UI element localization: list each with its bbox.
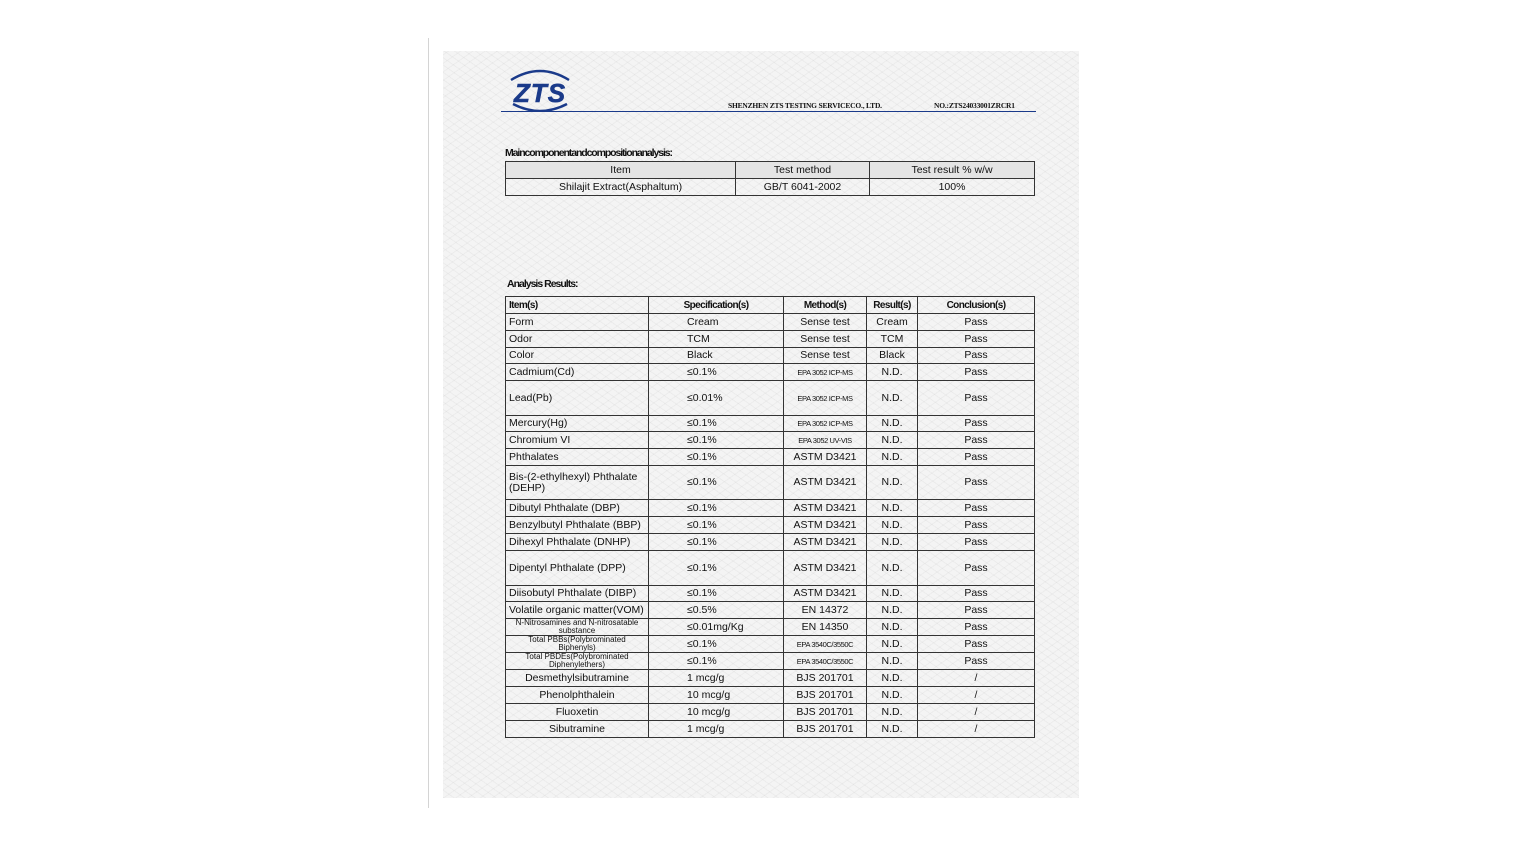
company-name: SHENZHEN ZTS TESTING SERVICECO., LTD. (728, 101, 882, 110)
table-cell: BJS 201701 (784, 687, 867, 704)
table-cell: ≤0.01% (649, 381, 784, 416)
table-cell: Pass (918, 619, 1035, 636)
table-cell: ≤0.1% (649, 432, 784, 449)
table-cell: Black (867, 348, 918, 364)
table-cell: Pass (918, 636, 1035, 653)
table-cell: Sibutramine (506, 721, 649, 738)
table-row (506, 416, 1035, 432)
table-cell: N.D. (867, 381, 918, 416)
table-cell: N.D. (867, 704, 918, 721)
table-cell: Pass (918, 517, 1035, 534)
table-cell: Dibutyl Phthalate (DBP) (506, 500, 649, 517)
table-row (506, 670, 1035, 687)
table-cell: ≤0.1% (649, 449, 784, 466)
document-page (443, 51, 1079, 798)
composition-header-row (506, 162, 1035, 179)
table-cell: EPA 3052 ICP-MS (784, 416, 867, 432)
header-rule (501, 111, 1036, 112)
column-header: Item(s) (506, 297, 649, 314)
table-cell: N.D. (867, 619, 918, 636)
table-row (506, 586, 1035, 602)
table-row (506, 619, 1035, 636)
table-cell: Desmethylsibutramine (506, 670, 649, 687)
column-header: Test result % w/w (870, 162, 1035, 179)
analysis-section-title: Analysis Results: (507, 278, 578, 290)
table-cell: Odor (506, 331, 649, 348)
table-cell: N.D. (867, 466, 918, 500)
column-header: Method(s) (784, 297, 867, 314)
table-row (506, 602, 1035, 619)
table-cell: Dipentyl Phthalate (DPP) (506, 551, 649, 586)
table-cell: GB/T 6041-2002 (736, 179, 870, 196)
viewer-page-divider (428, 38, 429, 808)
composition-section-title: Maincomponentandcompositionanalysis: (505, 147, 672, 159)
table-cell: N.D. (867, 500, 918, 517)
logo-text: ZTS (513, 78, 567, 108)
table-cell: N.D. (867, 449, 918, 466)
table-cell: Pass (918, 466, 1035, 500)
table-cell: Pass (918, 449, 1035, 466)
composition-table (505, 161, 1035, 196)
table-cell: ≤0.5% (649, 602, 784, 619)
table-cell: EPA 3540C/3550C (784, 653, 867, 670)
table-cell: Lead(Pb) (506, 381, 649, 416)
table-row (506, 466, 1035, 500)
table-cell: EPA 3052 ICP-MS (784, 364, 867, 381)
table-cell: BJS 201701 (784, 721, 867, 738)
table-cell: Pass (918, 653, 1035, 670)
table-cell: ≤0.1% (649, 466, 784, 500)
table-cell: Shilajit Extract(Asphaltum) (506, 179, 736, 196)
table-cell: ≤0.1% (649, 586, 784, 602)
table-cell: ASTM D3421 (784, 586, 867, 602)
table-cell: Total PBBs(Polybrominated Biphenyls) (506, 636, 649, 653)
table-cell: 10 mcg/g (649, 687, 784, 704)
table-cell: Pass (918, 534, 1035, 551)
table-cell: Pass (918, 432, 1035, 449)
table-cell: Black (649, 348, 784, 364)
table-cell: BJS 201701 (784, 704, 867, 721)
table-cell: ≤0.1% (649, 636, 784, 653)
report-number: NO.:ZTS24033001ZRCR1 (934, 101, 1015, 110)
table-cell: Pass (918, 500, 1035, 517)
column-header: Test method (736, 162, 870, 179)
table-cell: Form (506, 314, 649, 331)
table-cell: N.D. (867, 586, 918, 602)
table-cell: / (918, 704, 1035, 721)
table-cell: ≤0.01mg/Kg (649, 619, 784, 636)
table-cell: N.D. (867, 687, 918, 704)
table-cell: Mercury(Hg) (506, 416, 649, 432)
table-cell: Pass (918, 416, 1035, 432)
table-row (506, 704, 1035, 721)
table-cell: Pass (918, 586, 1035, 602)
table-cell: Phenolphthalein (506, 687, 649, 704)
table-cell: Sense test (784, 331, 867, 348)
table-row (506, 500, 1035, 517)
table-cell: Color (506, 348, 649, 364)
table-cell: Diisobutyl Phthalate (DIBP) (506, 586, 649, 602)
table-cell: N.D. (867, 551, 918, 586)
table-cell: / (918, 687, 1035, 704)
table-cell: ASTM D3421 (784, 466, 867, 500)
table-row (506, 449, 1035, 466)
table-cell: ASTM D3421 (784, 517, 867, 534)
table-cell: Total PBDEs(Polybrominated Diphenylethers) (506, 653, 649, 670)
table-cell: ≤0.1% (649, 517, 784, 534)
table-row (506, 721, 1035, 738)
table-cell: ≤0.1% (649, 551, 784, 586)
table-cell: Chromium VI (506, 432, 649, 449)
table-cell: N.D. (867, 416, 918, 432)
table-cell: / (918, 670, 1035, 687)
column-header: Conclusion(s) (918, 297, 1035, 314)
table-cell: Bis-(2-ethylhexyl) Phthalate (DEHP) (506, 466, 649, 500)
table-cell: EN 14350 (784, 619, 867, 636)
table-row (506, 653, 1035, 670)
table-cell: TCM (867, 331, 918, 348)
table-cell: Pass (918, 331, 1035, 348)
table-row (506, 517, 1035, 534)
table-cell: / (918, 721, 1035, 738)
table-row (506, 551, 1035, 586)
table-row (506, 364, 1035, 381)
table-cell: Cream (867, 314, 918, 331)
table-cell: BJS 201701 (784, 670, 867, 687)
table-cell: Pass (918, 551, 1035, 586)
table-cell: EPA 3052 ICP-MS (784, 381, 867, 416)
table-cell: ASTM D3421 (784, 534, 867, 551)
table-cell: Dihexyl Phthalate (DNHP) (506, 534, 649, 551)
table-cell: N.D. (867, 721, 918, 738)
table-cell: ≤0.1% (649, 364, 784, 381)
table-cell: Sense test (784, 348, 867, 364)
analysis-header-row (506, 297, 1035, 314)
table-cell: ASTM D3421 (784, 449, 867, 466)
table-cell: EN 14372 (784, 602, 867, 619)
table-row (506, 179, 1035, 196)
table-cell: Pass (918, 381, 1035, 416)
table-cell: N-Nitrosamines and N-nitrosatable substance (506, 619, 649, 636)
table-cell: Pass (918, 348, 1035, 364)
table-cell: N.D. (867, 517, 918, 534)
column-header: Item (506, 162, 736, 179)
table-cell: Sense test (784, 314, 867, 331)
table-cell: TCM (649, 331, 784, 348)
table-cell: N.D. (867, 670, 918, 687)
table-row (506, 381, 1035, 416)
zts-logo (505, 64, 575, 112)
table-cell: N.D. (867, 636, 918, 653)
table-cell: Phthalates (506, 449, 649, 466)
table-cell: Volatile organic matter(VOM) (506, 602, 649, 619)
table-cell: Cadmium(Cd) (506, 364, 649, 381)
column-header: Result(s) (867, 297, 918, 314)
table-cell: 1 mcg/g (649, 721, 784, 738)
table-cell: Cream (649, 314, 784, 331)
table-cell: EPA 3540C/3550C (784, 636, 867, 653)
table-row (506, 636, 1035, 653)
table-row (506, 432, 1035, 449)
table-cell: Pass (918, 602, 1035, 619)
table-row (506, 534, 1035, 551)
table-cell: N.D. (867, 653, 918, 670)
table-cell: N.D. (867, 534, 918, 551)
table-cell: 10 mcg/g (649, 704, 784, 721)
table-cell: 1 mcg/g (649, 670, 784, 687)
table-cell: N.D. (867, 364, 918, 381)
table-row (506, 348, 1035, 364)
table-cell: EPA 3052 UV-VIS (784, 432, 867, 449)
table-cell: Fluoxetin (506, 704, 649, 721)
table-cell: ASTM D3421 (784, 551, 867, 586)
table-row (506, 314, 1035, 331)
table-cell: ≤0.1% (649, 416, 784, 432)
table-cell: Pass (918, 364, 1035, 381)
table-cell: ≤0.1% (649, 653, 784, 670)
table-cell: N.D. (867, 602, 918, 619)
analysis-results-table (505, 296, 1035, 738)
table-cell: Pass (918, 314, 1035, 331)
table-row (506, 331, 1035, 348)
table-cell: ≤0.1% (649, 500, 784, 517)
table-cell: 100% (870, 179, 1035, 196)
table-row (506, 687, 1035, 704)
table-cell: N.D. (867, 432, 918, 449)
table-cell: ≤0.1% (649, 534, 784, 551)
table-cell: ASTM D3421 (784, 500, 867, 517)
table-cell: Benzylbutyl Phthalate (BBP) (506, 517, 649, 534)
column-header: Specification(s) (649, 297, 784, 314)
